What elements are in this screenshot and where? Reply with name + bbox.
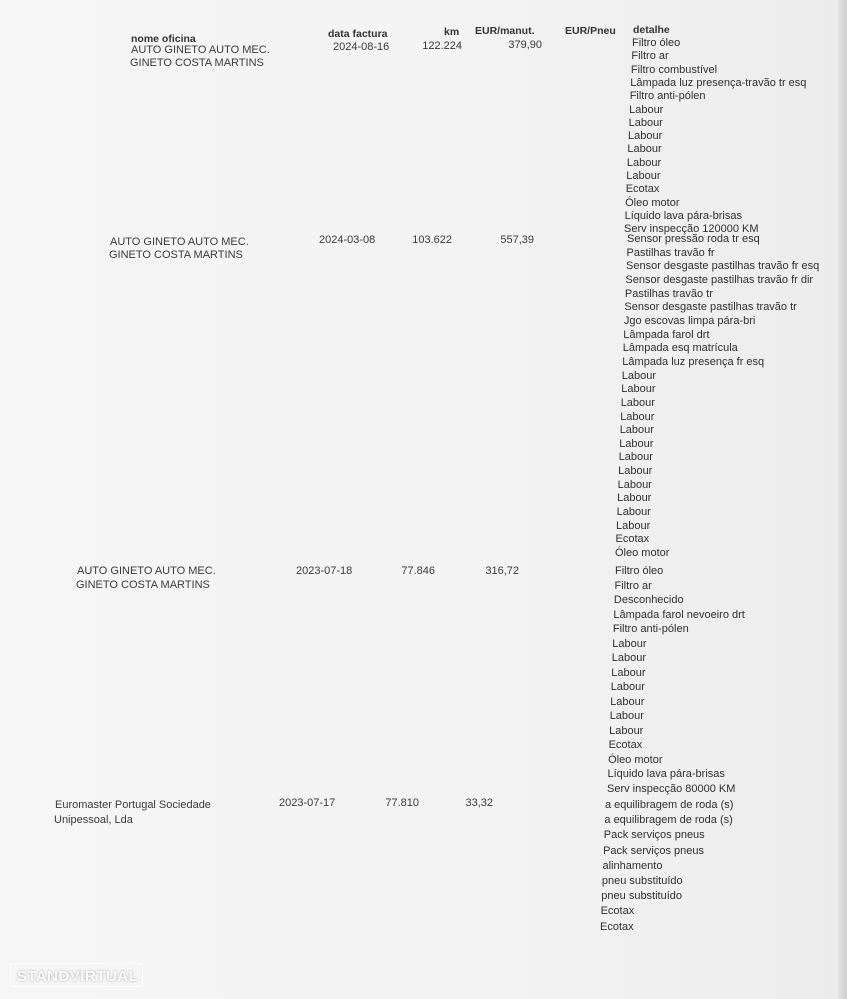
detail-item: Pack serviços pneus xyxy=(603,844,704,857)
header-eur-tire: EUR/Pneu xyxy=(565,25,616,37)
record-4-date: 2023-07-17 xyxy=(279,797,336,809)
detail-item: Sensor desgaste pastilhas travão fr dir xyxy=(625,273,814,286)
detail-item: Lâmpada farol nevoeiro drt xyxy=(613,608,745,621)
detail-item: Óleo motor xyxy=(608,753,663,766)
record-4-eur: 33,32 xyxy=(465,797,493,809)
detail-item: Serv inspecção 80000 KM xyxy=(607,782,736,795)
record-1-km: 122.224 xyxy=(422,40,462,52)
detail-item: Óleo motor xyxy=(625,196,680,209)
detail-item: a equilibragem de roda (s) xyxy=(605,799,734,811)
header-invoice-date: data factura xyxy=(328,28,388,40)
detail-item: Sensor desgaste pastilhas travão tr xyxy=(624,301,797,314)
detail-item: Filtro ar xyxy=(614,579,652,592)
detail-item: Pastilhas travão fr xyxy=(626,246,715,259)
watermark-text: STANDVIRTUAL xyxy=(16,968,139,985)
standvirtual-watermark xyxy=(10,963,143,987)
detail-item: Labour xyxy=(617,492,652,505)
detail-item: Labour xyxy=(609,710,644,722)
detail-item: Ecotax xyxy=(608,739,643,751)
record-2-date: 2024-03-08 xyxy=(319,234,376,246)
header-eur-maintenance: EUR/manut. xyxy=(475,25,535,37)
detail-item: Labour xyxy=(626,170,661,182)
detail-item: alinhamento xyxy=(602,859,663,872)
detail-item: Labour xyxy=(621,383,656,396)
header-km: km xyxy=(444,26,460,38)
detail-item: Labour xyxy=(628,130,663,143)
record-3-date: 2023-07-18 xyxy=(296,565,353,577)
detail-item: Sensor pressão roda tr esq xyxy=(627,233,760,245)
record-2-workshop-line-2: GINETO COSTA MARTINS xyxy=(109,249,243,261)
detail-item: Labour xyxy=(609,724,644,737)
detail-item: Filtro óleo xyxy=(632,37,681,49)
detail-item: Labour xyxy=(611,666,646,679)
detail-item: Labour xyxy=(628,116,663,129)
detail-item: Serv inspecção 120000 KM xyxy=(624,223,759,236)
detail-item: Labour xyxy=(616,519,651,532)
detail-item: Labour xyxy=(620,396,655,409)
detail-item: Labour xyxy=(617,478,652,491)
record-3-km: 77.846 xyxy=(401,565,435,577)
detail-item: Labour xyxy=(629,103,664,116)
record-3-workshop-line-2: GINETO COSTA MARTINS xyxy=(76,579,210,591)
detail-item: Labour xyxy=(610,695,645,708)
detail-item: Líquido lava pára-brisas xyxy=(624,209,742,222)
detail-item: Jgo escovas limpa pára-bri xyxy=(623,314,756,327)
record-4-workshop-line-2: Unipessoal, Lda xyxy=(54,814,133,826)
record-3-eur: 316,72 xyxy=(485,565,519,577)
record-4-km: 77.810 xyxy=(385,797,419,809)
detail-item: Ecotax xyxy=(600,905,635,918)
record-1-eur: 379,90 xyxy=(508,39,542,51)
detail-item: Labour xyxy=(620,410,655,423)
detail-item: Labour xyxy=(616,506,651,518)
record-1-workshop-line-1: AUTO GINETO AUTO MEC. xyxy=(131,44,270,56)
record-1-date: 2024-08-16 xyxy=(333,41,390,53)
header-detail: detalhe xyxy=(633,24,670,36)
detail-item: Labour xyxy=(612,637,647,650)
detail-item: Lâmpada luz presença fr esq xyxy=(622,355,765,368)
record-1-workshop-line-2: GINETO COSTA MARTINS xyxy=(130,57,264,69)
record-3-workshop-line-1: AUTO GINETO AUTO MEC. xyxy=(77,565,216,577)
detail-item: Ecotax xyxy=(600,920,634,933)
detail-item: Lâmpada luz presença-travão tr esq xyxy=(630,76,807,89)
detail-item: Lâmpada esq matrícula xyxy=(622,342,738,355)
detail-item: pneu substituído xyxy=(601,890,683,903)
detail-item: Labour xyxy=(621,369,657,382)
record-4-workshop-line-1: Euromaster Portugal Sociedade xyxy=(55,799,211,811)
record-2-km: 103.622 xyxy=(412,234,452,246)
detail-item: Ecotax xyxy=(625,183,660,196)
detail-item: Labour xyxy=(618,451,653,464)
detail-item: Óleo motor xyxy=(615,547,670,559)
detail-item: Filtro óleo xyxy=(615,565,664,577)
page-edge-shadow xyxy=(838,0,847,999)
detail-item: Filtro combustível xyxy=(630,63,718,76)
detail-item: Labour xyxy=(619,424,654,437)
detail-item: Filtro ar xyxy=(631,50,669,63)
record-2-eur: 557,39 xyxy=(500,234,534,246)
header-workshop: nome oficina xyxy=(131,33,196,45)
detail-item: Filtro anti-pólen xyxy=(612,623,689,635)
detail-item: pneu substituído xyxy=(601,875,683,887)
record-2-workshop-line-1: AUTO GINETO AUTO MEC. xyxy=(110,236,249,248)
detail-item: Labour xyxy=(618,465,653,478)
detail-item: Sensor desgaste pastilhas travão fr esq xyxy=(626,260,820,273)
detail-item: Labour xyxy=(627,143,662,156)
detail-item: Filtro anti-pólen xyxy=(629,90,706,103)
detail-item: Pastilhas travão tr xyxy=(624,287,713,300)
detail-item: Labour xyxy=(626,156,662,169)
detail-item: Labour xyxy=(611,652,647,664)
detail-item: Desconhecido xyxy=(613,594,684,606)
detail-item: a equilibragem de roda (s) xyxy=(604,814,733,827)
detail-item: Lâmpada farol drt xyxy=(623,328,710,341)
detail-item: Labour xyxy=(610,681,645,693)
detail-item: Labour xyxy=(619,437,654,450)
detail-item: Líquido lava pára-brisas xyxy=(607,768,725,780)
detail-item: Ecotax xyxy=(615,533,650,546)
detail-item: Pack serviços pneus xyxy=(603,829,705,842)
